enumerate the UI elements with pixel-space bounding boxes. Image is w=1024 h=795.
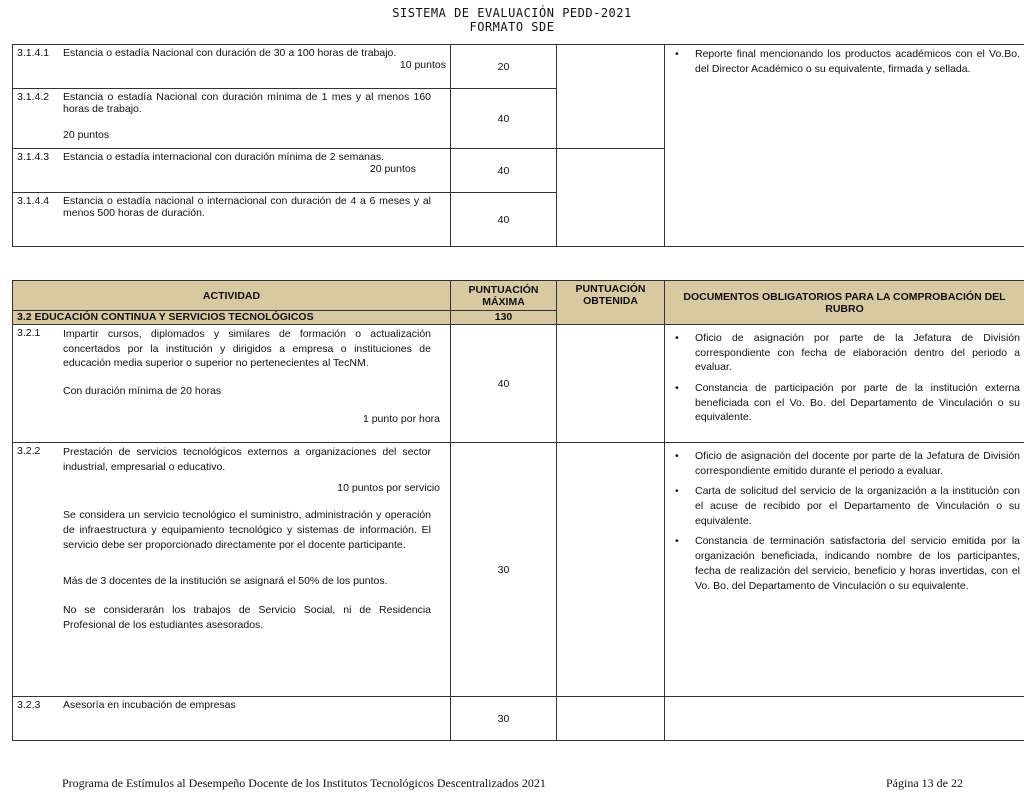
header-documents: DOCUMENTOS OBLIGATORIOS PARA LA COMPROBACIÓN DEL RUBRO: [665, 281, 1024, 325]
activity-code: 3.2.1: [17, 327, 41, 339]
document-header-subtitle: FORMATO SDE: [469, 20, 555, 34]
document-item: • Reporte final mencionando los productos académicos con el Vo.Bo. del Director Académico o su equivalente, firmada y sellada.: [695, 47, 1020, 76]
activity-cell: [13, 325, 451, 443]
obtained-score-cell[interactable]: [557, 443, 665, 697]
max-score-cell: 40: [451, 89, 557, 149]
max-score-cell: 20: [451, 45, 557, 89]
activity-description: Asesoría en incubación de empresas: [63, 699, 236, 711]
activity-description: Estancia o estadía Nacional con duración de 30 a 100 horas de trabajo.: [63, 47, 397, 59]
activity-points: 20 puntos: [369, 163, 416, 175]
activity-points: 1 punto por hora: [362, 413, 440, 426]
activity-cell: [13, 45, 451, 89]
activity-description: Impartir cursos, diplomados y similares de formación o actualización concertados por la institución y dirigidos a empresa o instituciones de educación media superior o superior no pertenecientes al TecNM.: [63, 328, 431, 370]
footer-program: Programa de Estímulos al Desempeño Docente de los Institutos Tecnológicos Descentralizados 2021: [62, 776, 546, 790]
activity-points: 10 puntos: [399, 59, 446, 71]
activity-cell: [13, 149, 451, 193]
max-score-cell: 30: [451, 697, 557, 741]
documents-cell: [665, 697, 1024, 741]
max-score-cell: 40: [451, 325, 557, 443]
activity-note: No se considerarán los trabajos de Servicio Social, ni de Residencia Profesional de los estudiantes asesorados.: [63, 604, 431, 631]
max-score-cell: 40: [451, 193, 557, 247]
activity-points: 10 puntos por servicio: [337, 482, 440, 495]
activity-code: 3.1.4.1: [17, 47, 50, 59]
activity-description: Estancia o estadía nacional o internacional con duración de 4 a 6 meses y al menos 500 horas de duración.: [63, 195, 431, 219]
activity-cell: [13, 89, 451, 149]
activity-description: Estancia o estadía internacional con duración mínima de 2 semanas.: [63, 151, 385, 163]
document-item: • Constancia de participación por parte de la institución externa beneficiada con el Vo. Bo. del Departamento de Vinculación o su equivalente.: [695, 381, 1020, 425]
header-obtained-score: PUNTUACIÓN OBTENIDA: [557, 281, 665, 325]
activity-code: 3.1.4.3: [17, 151, 50, 163]
document-item: • Oficio de asignación por parte de la Jefatura de División correspondiente con fecha de elaboración dentro del periodo a evaluar.: [695, 331, 1020, 375]
section-max-score: 130: [451, 311, 557, 325]
activity-cell: [13, 443, 451, 697]
activity-points: 20 puntos: [63, 129, 110, 141]
obtained-score-cell[interactable]: [557, 697, 665, 741]
obtained-score-cell[interactable]: [557, 45, 665, 149]
activity-description: Prestación de servicios tecnológicos externos a organizaciones del sector industrial, empresarial o educativo.: [63, 446, 431, 473]
section-title: 3.2 EDUCACIÓN CONTINUA Y SERVICIOS TECNOLÓGICOS: [13, 311, 451, 325]
document-item: • Constancia de terminación satisfactoria del servicio emitida por la organización beneficiada, indicando nombre de los participantes, fecha de realización del servicio, beneficio y horas invertidas, con el Vo. Bo. del Departamento de Vinculación o su equivalente.: [695, 534, 1020, 593]
table-row: [13, 45, 1024, 89]
table-3-1-4: [12, 44, 1024, 247]
table-row: [13, 443, 1024, 697]
documents-cell: [665, 443, 1024, 697]
document-header-title: SISTEMA DE EVALUACIÓN PEDD-2021: [392, 6, 632, 20]
activity-note: Se considera un servicio tecnológico el suministro, administración y operación de infraestructura y equipamiento tecnológico y sistemas de información. El servicio debe ser proporcionado directamente por el docente participante.: [63, 509, 431, 551]
table-3-2: [12, 280, 1024, 741]
document-item: • Carta de solicitud del servicio de la organización a la institución con el acuse de recibido por el Departamento de Vinculación o su equivalente.: [695, 484, 1020, 528]
activity-description: Estancia o estadía Nacional con duración mínima de 1 mes y al menos 160 horas de trabajo.: [63, 91, 431, 115]
header-max-score: PUNTUACIÓN MÁXIMA: [451, 281, 557, 311]
activity-code: 3.1.4.2: [17, 91, 50, 103]
obtained-score-cell[interactable]: [557, 325, 665, 443]
activity-cell: [13, 193, 451, 247]
document-item: • Oficio de asignación del docente por parte de la Jefatura de División correspondiente emitido durante el periodo a evaluar.: [695, 449, 1020, 478]
max-score-cell: 30: [451, 443, 557, 697]
footer-page-number: Página 13 de 22: [886, 776, 963, 790]
header-activity: ACTIVIDAD: [13, 281, 451, 311]
table-row: [13, 325, 1024, 443]
activity-code: 3.1.4.4: [17, 195, 50, 207]
activity-note: Más de 3 docentes de la institución se asignará el 50% de los puntos.: [63, 575, 388, 588]
obtained-score-cell[interactable]: [557, 149, 665, 247]
activity-code: 3.2.3: [17, 699, 41, 711]
table-header-row: [13, 281, 1024, 311]
documents-cell: [665, 45, 1024, 247]
documents-cell: [665, 325, 1024, 443]
activity-code: 3.2.2: [17, 445, 41, 457]
max-score-cell: 40: [451, 149, 557, 193]
activity-cell: [13, 697, 451, 741]
activity-note: Con duración mínima de 20 horas: [63, 385, 222, 398]
table-row: [13, 697, 1024, 741]
